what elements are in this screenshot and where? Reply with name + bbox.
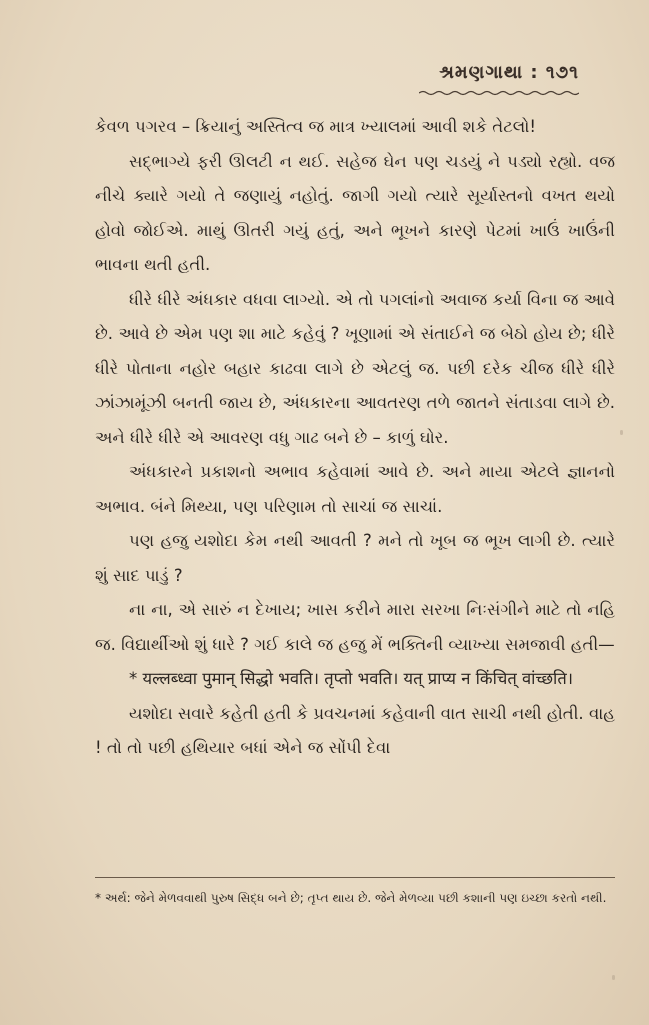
footnote-divider [95,877,615,878]
paragraph: અંધકારને પ્રકાશનો અભાવ કહેવામાં આવે છે. અને માયા એટલે જ્ઞાનનો અભાવ. બંને મિથ્યા, પણ પરિણામ તો સાચાં જ સાચાં. [95,462,615,516]
paragraph: સદ્ભાગ્યે ફરી ઊલટી ન થઈ. સહેજ ઘેન પણ ચડયું ને પડ્યો રહ્યો. વજ નીચે ક્યારે ગયો તે જણાયું નહોતું. જાગી ગયો ત્યારે સૂર્યાસ્તનો વખત થયો હોવો જોઈએ. માથું ઊતરી ગયું હતું, અને ભૂખને કારણે પેટમાં ખાઉં ખાઉંની ભાવના થતી હતી. [95,151,615,274]
running-header: શ્રમણગાથા : ૧૭૧ [439,62,579,83]
body-text [95,110,615,766]
paragraph: કેવળ પગરવ – ક્રિયાનું અસ્તિત્વ જ માત્ર ખ્યાલમાં આવી શકે તેટલો! [95,117,537,136]
paper-speck [620,430,623,435]
header-ornament [419,90,579,96]
paragraph: ધીરે ધીરે અંધકાર વધવા લાગ્યો. એ તો પગલાંનો અવાજ કર્યા વિના જ આવે છે. આવે છે એમ પણ શા માટે કહેવું ? ખૂણામાં એ સંતાઈને જ બેઠો હોય છે; ધીરે ધીરે પોતાના નહોર બહાર કાઢવા લાગે છે એટલું જ. પછી દરેક ચીજ ધીરે ધીરે ઝાંઝામૂંઝી બનતી જાય છે, અંધકારના આવતરણ તળે જાતને સંતાડવા લાગે છે. અને ધીરે ધીરે એ આવરણ વધુ ગાઢ બને છે – કાળું ઘોર. [95,289,615,447]
paragraph: પણ હજુ યશોદા કેમ નથી આવતી ? મને તો ખૂબ જ ભૂખ લાગી છે. ત્યારે શું સાદ પાડું ? [95,531,615,585]
footnote: * અર્થ: જેને મેળવવાથી પુરુષ સિદ્ધ બને છે; તૃપ્ત થાય છે. જેને મેળવ્યા પછી કશાની પણ ઇચ્છા કરતો નથી. [95,891,607,905]
sanskrit-verse: * यल्लब्ध्वा पुमान् सिद्धो भवति। तृप्तो भवति। यत् प्राप्य न किंचित् वांच्छति। [129,669,573,688]
paper-speck [612,975,615,980]
paragraph: ના ના, એ સારું ન દેખાય; ખાસ કરીને મારા સરખા નિઃસંગીને માટે તો નહિ જ. વિદ્યાર્થીઓ શું ધારે ? ગઈ કાલે જ હજુ મેં ભક્તિની વ્યાખ્યા સમજાવી હતી— [95,600,615,654]
paragraph: યશોદા સવારે કહેતી હતી કે પ્રવચનમાં કહેવાની વાત સાચી નથી હોતી. વાહ ! તો તો પછી હથિયાર બધાં એને જ સોંપી દેવા [95,703,615,757]
